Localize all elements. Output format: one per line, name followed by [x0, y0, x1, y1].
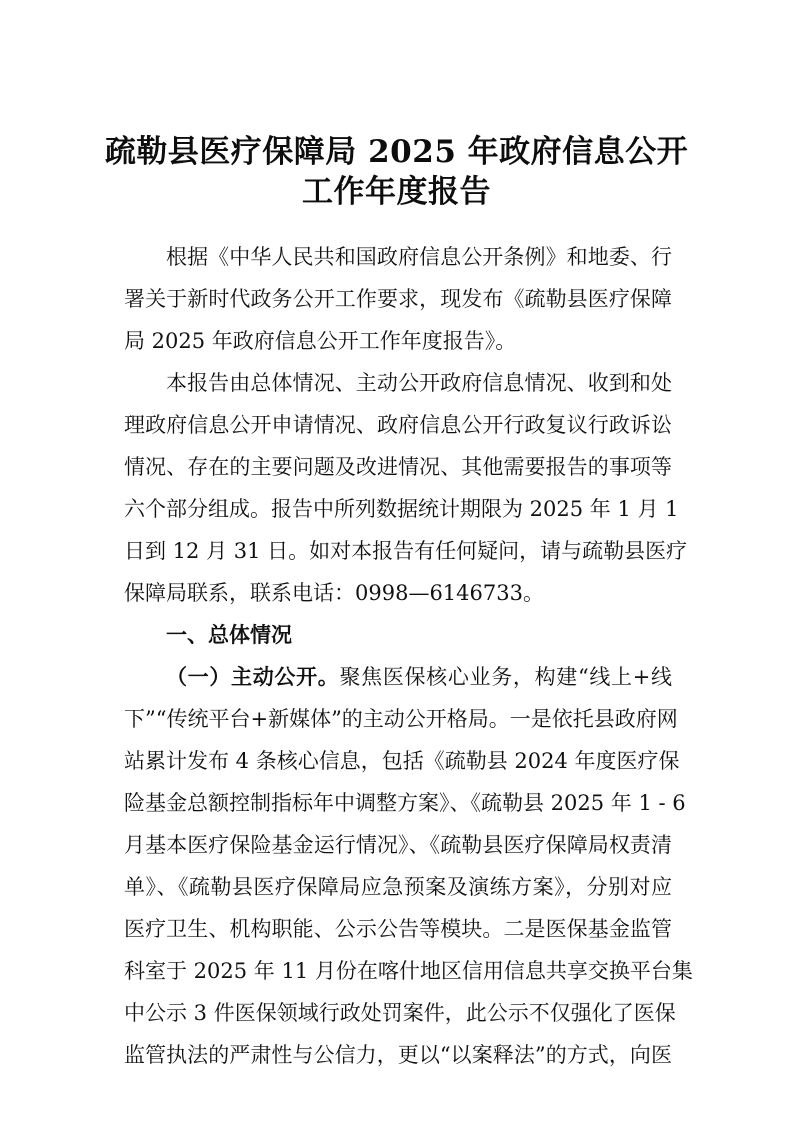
subsection-line-5: 月基本医疗保险基金运行情况》、《疏勒县医疗保障局权责清 — [124, 833, 672, 857]
document-title-line-1: 疏勒县医疗保障局 2025 年政府信息公开 — [104, 134, 689, 170]
subsection-line-2: 下”“传统平台+新媒体”的主动公开格局。一是依托县政府网 — [124, 707, 678, 731]
paragraph-1-line-1: 根据《中华人民共和国政府信息公开条例》和地委、行 — [166, 245, 672, 269]
subsection-lead: （一）主动公开。 — [166, 665, 340, 689]
paragraph-2-line-5: 日到 12 月 31 日。如对本报告有任何疑问，请与疏勒县医疗 — [124, 539, 688, 563]
paragraph-1-line-2: 署关于新时代政务公开工作要求，现发布《疏勒县医疗保障 — [124, 287, 672, 311]
subsection-line-9: 中公示 3 件医保领域行政处罚案件，此公示不仅强化了医保 — [124, 1001, 676, 1025]
paragraph-1-line-3: 局 2025 年政府信息公开工作年度报告》。 — [124, 329, 517, 353]
subsection-line-6: 单》、《疏勒县医疗保障局应急预案及演练方案》，分别对应 — [124, 875, 672, 899]
subsection-line-10: 监管执法的严肃性与公信力，更以“以案释法”的方式，向医 — [124, 1043, 672, 1067]
paragraph-2-line-1: 本报告由总体情况、主动公开政府信息情况、收到和处 — [166, 371, 672, 395]
subsection-line-1 — [166, 656, 672, 698]
subsection-line-4: 险基金总额控制指标年中调整方案》、《疏勒县 2025 年 1 - 6 — [124, 791, 686, 815]
subsection-line-7: 医疗卫生、机构职能、公示公告等模块。二是医保基金监管 — [124, 917, 672, 941]
paragraph-2-line-2: 理政府信息公开申请情况、政府信息公开行政复议行政诉讼 — [124, 413, 672, 437]
paragraph-2-line-6: 保障局联系，联系电话：0998—6146733。 — [124, 581, 544, 605]
subsection-line-3: 站累计发布 4 条核心信息，包括《疏勒县 2024 年度医疗保 — [124, 749, 680, 773]
paragraph-2-line-3: 情况、存在的主要问题及改进情况、其他需要报告的事项等 — [124, 455, 672, 479]
document-title-line-2: 工作年度报告 — [302, 174, 491, 210]
subsection-first-line-rest: 聚焦医保核心业务，构建“线上+线 — [339, 665, 672, 689]
section-heading: 一、总体情况 — [166, 623, 292, 647]
subsection-line-8: 科室于 2025 年 11 月份在喀什地区信用信息共享交换平台集 — [124, 959, 693, 983]
paragraph-2-line-4: 六个部分组成。报告中所列数据统计期限为 2025 年 1 月 1 — [124, 497, 679, 521]
